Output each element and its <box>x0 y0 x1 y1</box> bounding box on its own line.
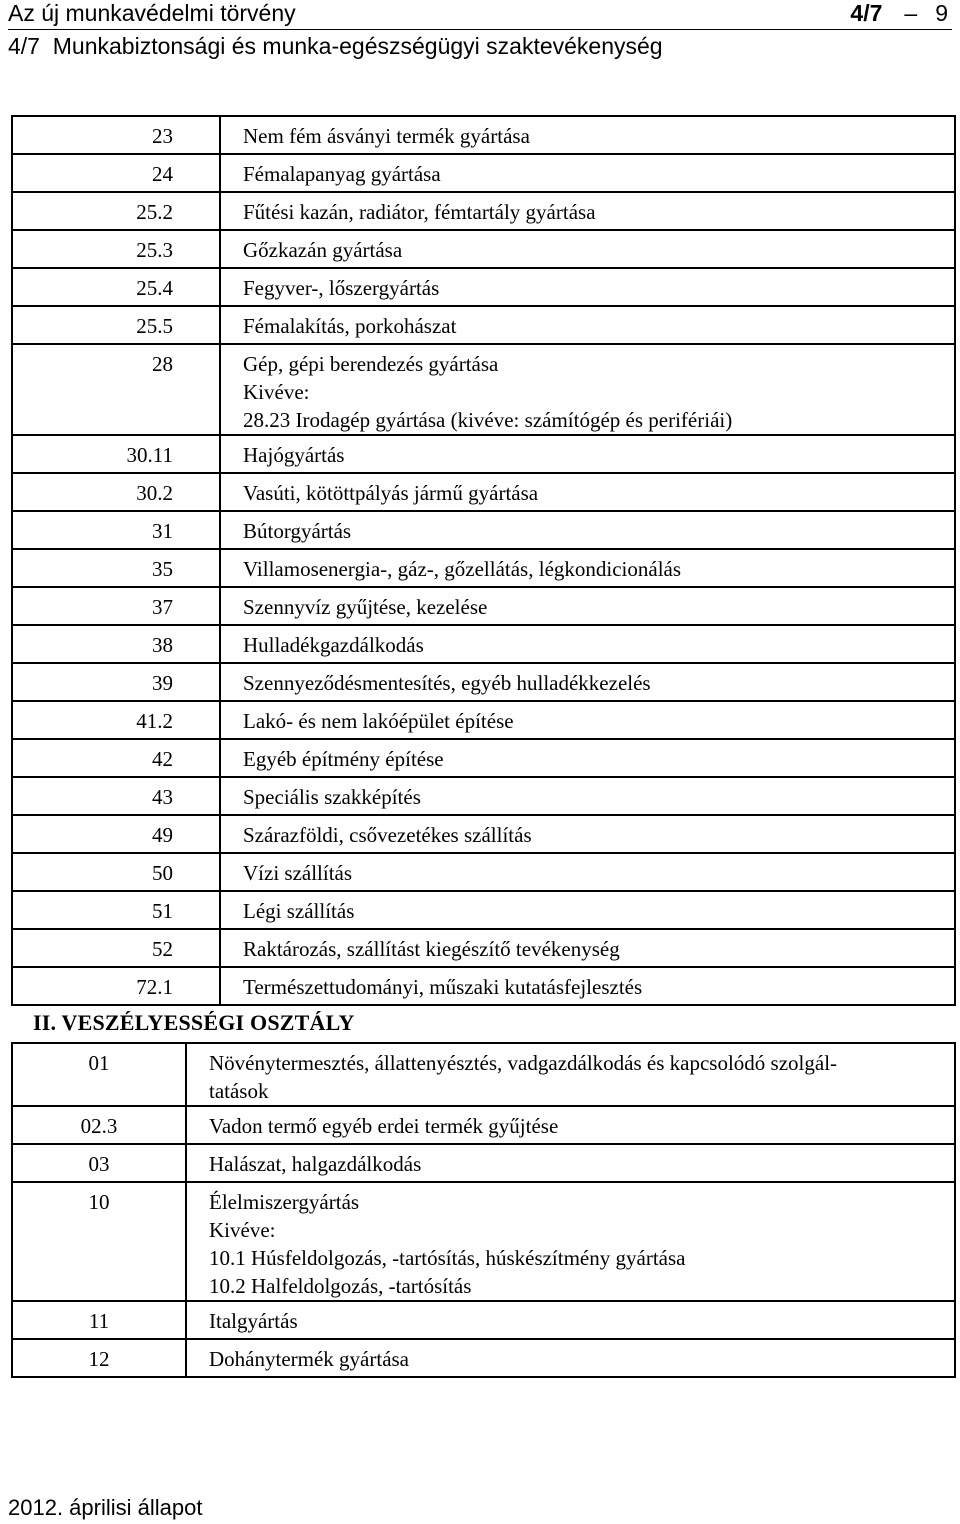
activity-description <box>220 116 955 154</box>
description-line: Villamosenergia-, gáz-, gőzellátás, légkondicionálás <box>243 557 682 581</box>
table-row <box>12 549 955 587</box>
description-line: Fémalapanyag gyártása <box>243 162 441 186</box>
table-row <box>12 230 955 268</box>
description-line: Speciális szakképítés <box>243 785 421 809</box>
table-row <box>12 663 955 701</box>
description-line: Fegyver-, lőszergyártás <box>243 276 440 300</box>
activity-description <box>220 549 955 587</box>
activity-description <box>220 663 955 701</box>
description-line: 28.23 Irodagép gyártása (kivéve: számítógép és perifériái) <box>243 408 733 432</box>
table-row <box>12 435 955 473</box>
description-line: Természettudományi, műszaki kutatásfejlesztés <box>243 975 643 999</box>
activity-code: 72.1 <box>12 967 220 1005</box>
table-row <box>12 116 955 154</box>
description-line: Halászat, halgazdálkodás <box>209 1152 422 1176</box>
activity-code: 50 <box>12 853 220 891</box>
description-line: Vízi szállítás <box>243 861 353 885</box>
description-line: 10.2 Halfeldolgozás, -tartósítás <box>209 1274 472 1298</box>
description-line: Légi szállítás <box>243 899 355 923</box>
description-line: Kivéve: <box>209 1218 276 1242</box>
activity-code: 41.2 <box>12 701 220 739</box>
description-line: 10.1 Húsfeldolgozás, -tartósítás, húskészítmény gyártása <box>209 1246 686 1270</box>
activity-description <box>220 154 955 192</box>
table-row <box>12 344 955 435</box>
activity-description <box>220 587 955 625</box>
activity-description <box>186 1182 955 1301</box>
table-row <box>12 306 955 344</box>
table-row <box>12 625 955 663</box>
description-line: tatások <box>209 1079 269 1103</box>
activity-description <box>220 891 955 929</box>
document-title: Az új munkavédelmi törvény <box>8 0 296 26</box>
table-row <box>12 1182 955 1301</box>
section-heading: II. VESZÉLYESSÉGI OSZTÁLY <box>33 1010 355 1035</box>
activity-description <box>186 1043 955 1106</box>
description-line: Hulladékgazdálkodás <box>243 633 424 657</box>
table-row <box>12 929 955 967</box>
activity-code: 43 <box>12 777 220 815</box>
activity-code: 51 <box>12 891 220 929</box>
activity-description <box>220 511 955 549</box>
table-row <box>12 154 955 192</box>
activity-description <box>220 815 955 853</box>
activity-description <box>220 473 955 511</box>
activity-description <box>220 625 955 663</box>
activity-description <box>220 777 955 815</box>
activity-description <box>220 739 955 777</box>
activity-description <box>220 967 955 1005</box>
description-line: Szennyeződésmentesítés, egyéb hulladékkezelés <box>243 671 651 695</box>
description-line: Vadon termő egyéb erdei termék gyűjtése <box>209 1114 559 1138</box>
activity-description <box>186 1106 955 1144</box>
description-line: Élelmiszergyártás <box>209 1190 360 1214</box>
activity-code: 30.11 <box>12 435 220 473</box>
footer-date: 2012. áprilisi állapot <box>8 1495 203 1520</box>
description-line: Egyéb építmény építése <box>243 747 444 771</box>
activity-code: 31 <box>12 511 220 549</box>
description-line: Dohánytermék gyártása <box>209 1347 410 1371</box>
description-line: Gép, gépi berendezés gyártása <box>243 352 499 376</box>
activity-code: 12 <box>12 1339 186 1377</box>
activity-description <box>220 268 955 306</box>
description-line: Gőzkazán gyártása <box>243 238 403 262</box>
activity-code: 30.2 <box>12 473 220 511</box>
activity-code: 25.3 <box>12 230 220 268</box>
activity-code: 35 <box>12 549 220 587</box>
table-row <box>12 587 955 625</box>
activity-code: 03 <box>12 1144 186 1182</box>
table-row <box>12 1043 955 1106</box>
description-line: Italgyártás <box>209 1309 298 1333</box>
description-line: Bútorgyártás <box>243 519 352 543</box>
table-row <box>12 967 955 1005</box>
activity-code: 23 <box>12 116 220 154</box>
table-row <box>12 777 955 815</box>
table-row <box>12 853 955 891</box>
table-row <box>12 891 955 929</box>
activity-code: 10 <box>12 1182 186 1301</box>
activity-description <box>220 306 955 344</box>
activity-code: 39 <box>12 663 220 701</box>
section-number: 4/7 <box>850 0 883 26</box>
activity-code: 37 <box>12 587 220 625</box>
activity-code: 11 <box>12 1301 186 1339</box>
page-number: 9 <box>935 0 948 26</box>
table-row <box>12 268 955 306</box>
description-line: Vasúti, kötöttpályás jármű gyártása <box>243 481 539 505</box>
description-line: Szárazföldi, csővezetékes szállítás <box>243 823 532 847</box>
description-line: Fűtési kazán, radiátor, fémtartály gyártása <box>243 200 596 224</box>
activity-code: 28 <box>12 344 220 435</box>
description-line: Raktározás, szállítást kiegészítő tevékenység <box>243 937 620 961</box>
table-row <box>12 1339 955 1377</box>
activity-description <box>186 1339 955 1377</box>
activity-description <box>220 701 955 739</box>
description-line: Fémalakítás, porkohászat <box>243 314 457 338</box>
activity-description <box>186 1301 955 1339</box>
activity-code: 25.4 <box>12 268 220 306</box>
activity-code: 52 <box>12 929 220 967</box>
description-line: Szennyvíz gyűjtése, kezelése <box>243 595 488 619</box>
activity-code: 02.3 <box>12 1106 186 1144</box>
description-line: Hajógyártás <box>243 443 345 467</box>
header-rule <box>8 29 952 30</box>
activity-table-2 <box>11 1042 956 1378</box>
table-row <box>12 192 955 230</box>
activity-code: 49 <box>12 815 220 853</box>
page-indicator <box>850 0 948 26</box>
activity-description <box>220 192 955 230</box>
activity-code: 24 <box>12 154 220 192</box>
table-row <box>12 1144 955 1182</box>
activity-code: 38 <box>12 625 220 663</box>
separator-dash: – <box>904 0 918 26</box>
description-line: Lakó- és nem lakóépület építése <box>243 709 514 733</box>
activity-description <box>220 435 955 473</box>
table-row <box>12 1301 955 1339</box>
document-subtitle: 4/7 Munkabiztonsági és munka-egészségügyi szaktevékenység <box>8 33 663 59</box>
activity-code: 25.2 <box>12 192 220 230</box>
table-row <box>12 473 955 511</box>
activity-code: 01 <box>12 1043 186 1106</box>
activity-description <box>220 853 955 891</box>
activity-code: 25.5 <box>12 306 220 344</box>
activity-description <box>220 929 955 967</box>
table-row <box>12 739 955 777</box>
activity-table-1 <box>11 115 956 1006</box>
table-row <box>12 1106 955 1144</box>
description-line: Nem fém ásványi termék gyártása <box>243 124 530 148</box>
activity-code: 42 <box>12 739 220 777</box>
activity-description <box>220 230 955 268</box>
description-line: Növénytermesztés, állattenyésztés, vadgazdálkodás és kapcsolódó szolgál- <box>209 1051 838 1075</box>
table-row <box>12 815 955 853</box>
table-row <box>12 511 955 549</box>
description-line: Kivéve: <box>243 380 310 404</box>
activity-description <box>220 344 955 435</box>
table-row <box>12 701 955 739</box>
activity-description <box>186 1144 955 1182</box>
